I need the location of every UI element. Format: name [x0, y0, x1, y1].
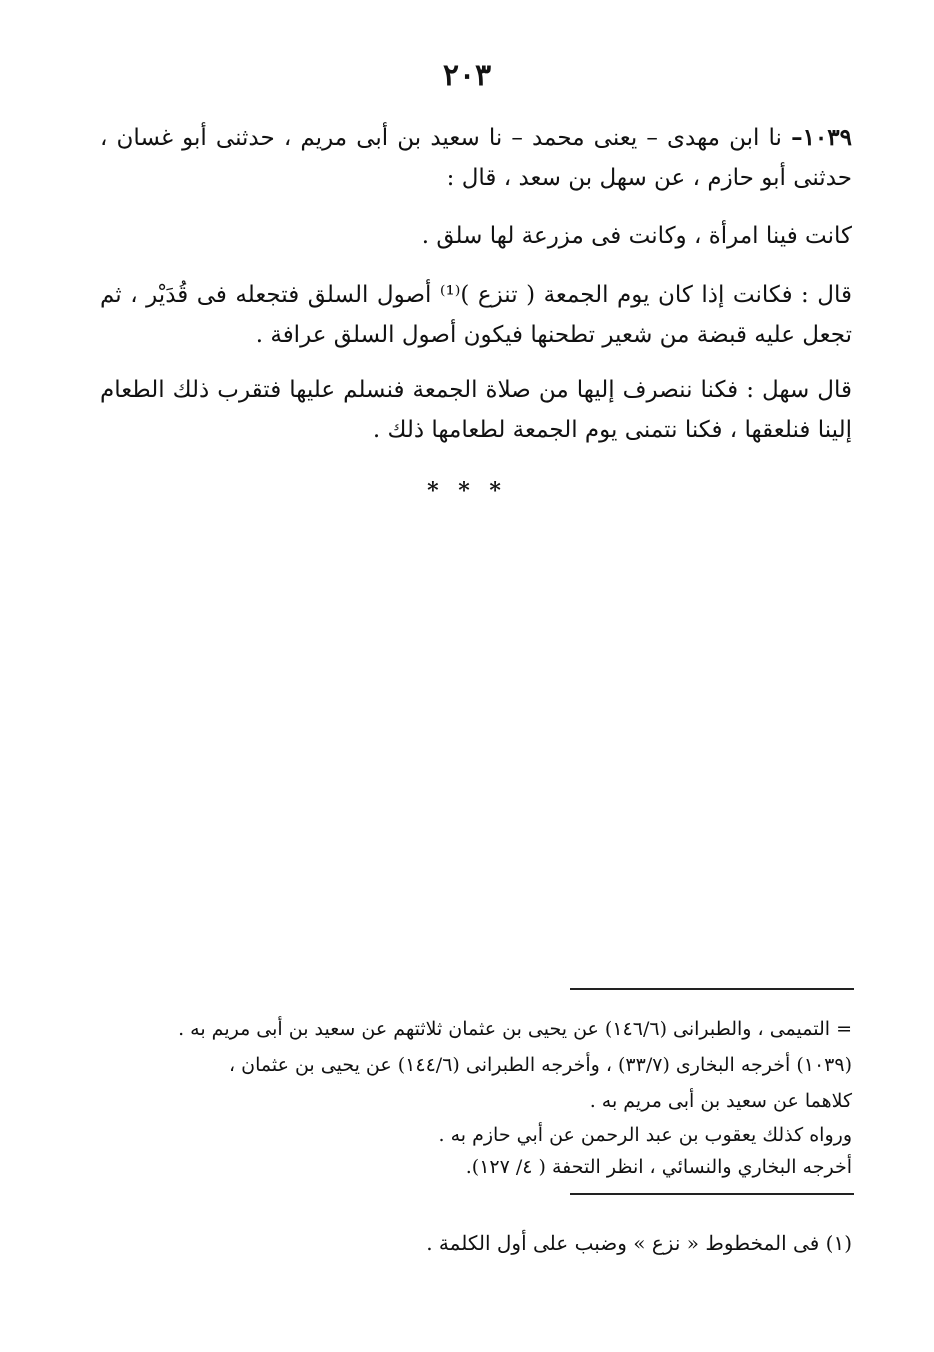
footnote-continuation: = التميمى ، والطبرانى (١٤٦/٦) عن يحيى بن عثمان ثلاثتهم عن سعيد بن أبى مريم به . — [178, 1018, 852, 1040]
footnote-1039-line-1: (١٠٣٩) أخرجه البخارى (٣٣/٧) ، وأخرجه الطبرانى (١٤٤/٦) عن يحيى بن عثمان ، — [228, 1054, 852, 1076]
footnote-1039-line-4: أخرجه البخاري والنسائي ، انظر التحفة ( ٤/ ١٢٧). — [465, 1156, 852, 1178]
hadith-paragraph-1: كانت فينا امرأة ، وكانت فى مزرعة لها سلق . — [421, 223, 852, 249]
footnote-1: (١) فى المخطوط « نزع » وضبب على أول الكلمة . — [426, 1231, 852, 1255]
hadith-paragraph-3: قال سهل : فكنا ننصرف إليها من صلاة الجمعة فنسلم عليها فتقرب ذلك الطعام إلينا فنلعقها ، فكنا نتمنى يوم الجمعة لطعامها ذلك . — [100, 377, 852, 443]
footnote-1039-line-3: ورواه كذلك يعقوب بن عبد الرحمن عن أبي حازم به . — [438, 1124, 852, 1146]
hadith-isnad — [100, 118, 852, 198]
isnad-text: نا ابن مهدى – يعنى محمد – نا سعيد بن أبى مريم ، حدثنى أبو غسان ، حدثنى أبو حازم ، عن سهل بن سعد ، قال : — [100, 125, 852, 191]
page-number: ٢٠٣ — [442, 58, 492, 93]
footnote-divider-bottom — [570, 1193, 854, 1195]
hadith-number: ١٠٣٩– — [791, 124, 852, 151]
hadith-paragraph-2: قال : فكانت إذا كان يوم الجمعة ( تنزع )⁽¹⁾ أصول السلق فتجعله فى قُدَيْر ، ثم تجعل عليه قبضة من شعير تطحنها فيكون أصول السلق عرافة . — [100, 282, 852, 348]
footnote-divider-top — [570, 988, 854, 990]
section-separator: * * * — [427, 478, 507, 504]
footnote-1039-line-2: كلاهما عن سعيد بن أبى مريم به . — [589, 1090, 852, 1112]
